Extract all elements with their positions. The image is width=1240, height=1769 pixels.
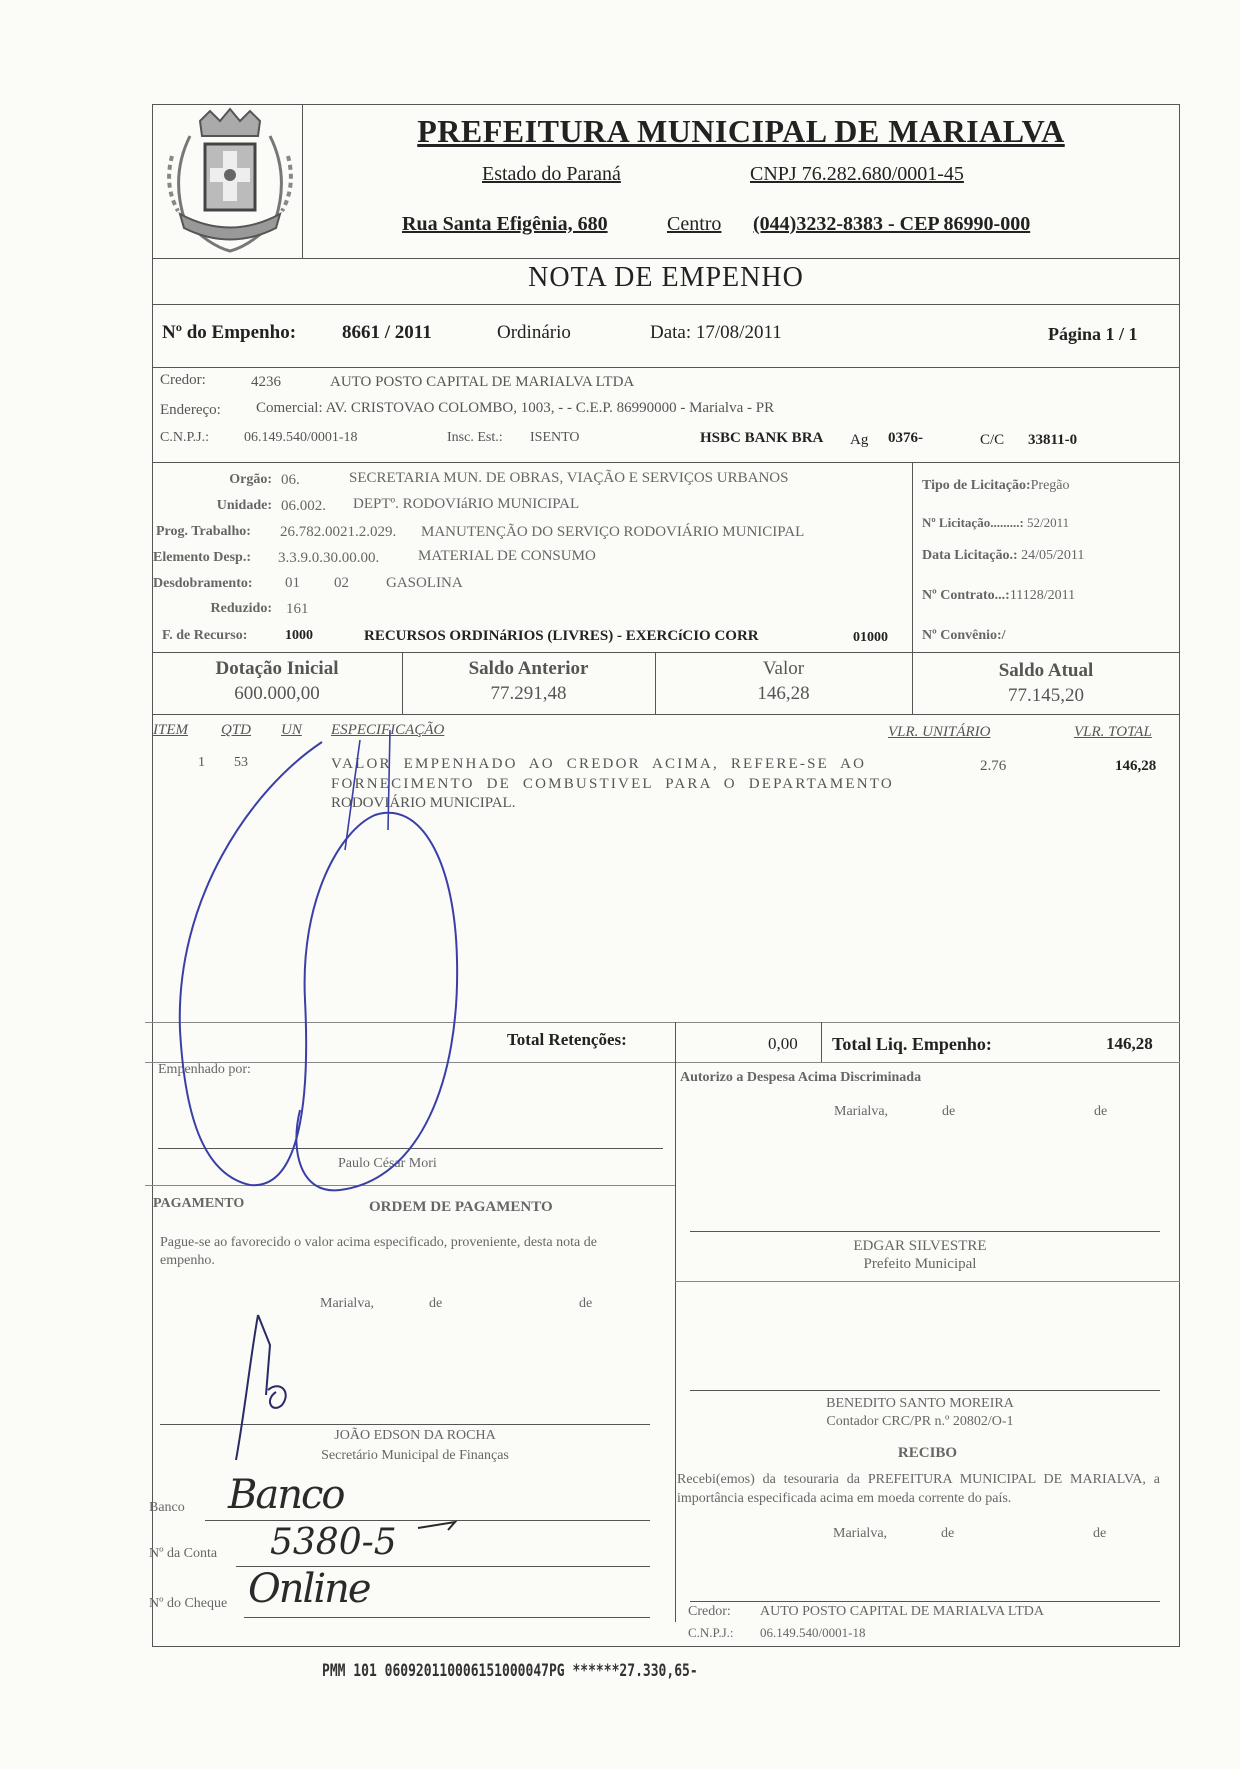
convenio-label: Nº Convênio:/ [922,628,1006,643]
cnpj-credor-value: 06.149.540/0001-18 [244,430,358,445]
autorizo-label: Autorizo a Despesa Acima Discriminada [680,1070,922,1085]
credor-code: 4236 [251,374,281,390]
prog-label: Prog. Trabalho: [156,524,251,539]
empenho-label: Nº do Empenho: [162,322,297,343]
empenhado-por-label: Empenhado por: [158,1062,251,1077]
cheque-label: Nº do Cheque [149,1596,228,1611]
fonte-number: 01000 [853,630,888,645]
col-especificacao: ESPECIFICAÇÃO [331,722,445,738]
data-licitacao: Data Licitação.: 24/05/2011 [922,548,1085,563]
empenho-number: 8661 / 2011 [342,322,432,343]
account-value: 33811-0 [1028,432,1078,448]
payment-place: Marialva, [320,1296,375,1311]
reduzido-value: 161 [286,601,309,617]
row-total-value: 146,28 [1115,758,1157,774]
pagamento-label: PAGAMENTO [153,1196,245,1211]
licitacao-number: Nº Licitação.........: 52/2011 [922,515,1070,530]
agency-label: Ag [850,432,869,448]
district-label: Centro [667,213,722,235]
col-un: UN [281,722,302,738]
contador-name: BENEDITO SANTO MOREIRA [826,1396,1014,1411]
total-liquido-value: 146,28 [1106,1034,1153,1053]
prog-code: 26.782.0021.2.029. [280,524,397,540]
saldo-atual-label: Saldo Atual [998,660,1094,681]
prefeito-name: EDGAR SILVESTRE [853,1238,987,1254]
recibo-cnpj-value: 06.149.540/0001-18 [760,1625,866,1640]
endereco-label: Endereço: [160,402,221,418]
autorizo-place: Marialva, [834,1104,889,1119]
row-qtd: 53 [234,755,248,770]
page-title: PREFEITURA MUNICIPAL DE MARIALVA [417,113,1065,149]
saldo-atual-value: 77.145,20 [1008,685,1084,706]
saldo-anterior-value: 77.291,48 [490,683,567,704]
fonte-name: RECURSOS ORDINáRIOS (LIVRES) - EXERCíCIO CORR [364,628,759,644]
desdobramento-b: 02 [334,575,349,591]
col-valor-unitario: VLR. UNITÁRIO [888,724,991,740]
fonte-code: 1000 [285,628,313,643]
empenho-type: Ordinário [497,322,571,343]
empenhado-por-name: Paulo César Mori [338,1156,437,1171]
autorizo-de-1: de [942,1104,956,1119]
contrato-number: Nº Contrato...:11128/2011 [922,588,1076,603]
agency-value: 0376- [888,430,923,446]
recibo-de-2: de [1093,1526,1107,1541]
reduzido-label: Reduzido: [210,601,272,616]
account-label: C/C [980,432,1005,448]
recibo-credor-label: Credor: [688,1604,731,1619]
phone-cep-label: (044)3232-8383 - CEP 86990-000 [753,213,1031,235]
prefeito-title: Prefeito Municipal [863,1256,977,1272]
banco-label: Banco [149,1500,185,1515]
insc-value: ISENTO [530,430,580,445]
tipo-licitacao-label: Tipo de Licitação:Pregão [922,478,1070,493]
desdobramento-a: 01 [285,575,300,591]
elemento-name: MATERIAL DE CONSUMO [418,548,596,564]
cnpj-label: CNPJ 76.282.680/0001-45 [750,163,964,185]
bank-name: HSBC BANK BRA [700,430,824,446]
col-item: ITEM [153,722,188,738]
recibo-place: Marialva, [833,1526,888,1541]
orgao-code: 06. [281,472,300,488]
desdobramento-name: GASOLINA [386,575,463,591]
fonte-label: F. de Recurso: [162,628,248,643]
unidade-label: Unidade: [216,498,272,513]
row-desc-line2: FORNECIMENTO DE COMBUSTIVEL PARA O DEPARTAMENTO [331,776,894,792]
valor-label: Valor [762,658,805,679]
recibo-text: Recebi(emos) da tesouraria da PREFEITURA MUNICIPAL DE MARIALVA, a importância especificada acima em moeda corrente do país. [677,1472,1160,1506]
page-number: Página 1 / 1 [1048,324,1138,344]
cheque-handwritten: Online [248,1566,370,1612]
prog-name: MANUTENÇÃO DO SERVIÇO RODOVIÁRIO MUNICIPAL [421,524,805,540]
autorizo-de-2: de [1094,1104,1108,1119]
empenho-date: Data: 17/08/2011 [650,322,782,343]
conta-label: Nº da Conta [149,1546,218,1561]
contador-title: Contador CRC/PR n.º 20802/O-1 [826,1414,1014,1429]
credor-name: AUTO POSTO CAPITAL DE MARIALVA LTDA [330,374,635,390]
authentication-stamp: PMM 101 060920110006151000047PG ******27.330,65- [322,1661,698,1682]
credor-label: Credor: [160,372,206,388]
secretario-title: Secretário Municipal de Finanças [321,1448,509,1463]
recibo-credor-value: AUTO POSTO CAPITAL DE MARIALVA LTDA [760,1604,1044,1619]
elemento-code: 3.3.9.0.30.00.00. [278,550,380,566]
row-unit-value: 2.76 [980,758,1007,774]
pague-se-text: Pague-se ao favorecido o valor acima especificado, proveniente, desta nota de empenho. [160,1235,597,1268]
dotacao-label: Dotação Inicial [215,658,339,679]
total-liquido-label: Total Liq. Empenho: [832,1034,992,1054]
unidade-code: 06.002. [281,498,326,514]
recibo-de-1: de [941,1526,955,1541]
orgao-name: SECRETARIA MUN. DE OBRAS, VIAÇÃO E SERVIÇOS URBANOS [349,470,789,486]
elemento-label: Elemento Desp.: [153,550,251,565]
cnpj-credor-label: C.N.P.J.: [160,430,210,445]
valor-value: 146,28 [757,683,810,704]
banco-handwritten: Banco [228,1472,344,1518]
document-title: NOTA DE EMPENHO [528,262,804,293]
recibo-cnpj-label: C.N.P.J.: [688,1625,734,1640]
dotacao-value: 600.000,00 [234,683,320,704]
insc-label: Insc. Est.: [447,430,503,445]
col-qtd: QTD [221,722,252,738]
row-desc-line3: RODOVIÁRIO MUNICIPAL. [331,795,516,811]
orgao-label: Orgão: [229,472,272,487]
saldo-anterior-label: Saldo Anterior [468,658,589,679]
secretario-name: JOÃO EDSON DA ROCHA [334,1428,496,1443]
row-item: 1 [198,755,205,770]
payment-de-2: de [579,1296,593,1311]
secretario-pen-mark [236,1315,286,1460]
ordem-pagamento-label: ORDEM DE PAGAMENTO [369,1199,553,1215]
state-label: Estado do Paraná [482,163,621,185]
conta-handwritten: 5380-5 [270,1522,397,1563]
row-desc-line1: VALOR EMPENHADO AO CREDOR ACIMA, REFERE-SE AO [331,756,867,772]
col-valor-total: VLR. TOTAL [1074,724,1152,740]
payment-de-1: de [429,1296,443,1311]
recibo-title: RECIBO [897,1445,958,1461]
address-label: Rua Santa Efigênia, 680 [402,213,608,235]
blue-initial-mark [180,742,457,1190]
total-retencoes-label: Total Retenções: [507,1030,627,1049]
total-retencoes-value: 0,00 [768,1034,798,1053]
unidade-name: DEPTº. RODOVIáRIO MUNICIPAL [353,496,580,512]
desdobramento-label: Desdobramento: [153,576,253,591]
endereco-value: Comercial: AV. CRISTOVAO COLOMBO, 1003, - - C.E.P. 86990000 - Marialva - PR [256,400,775,416]
